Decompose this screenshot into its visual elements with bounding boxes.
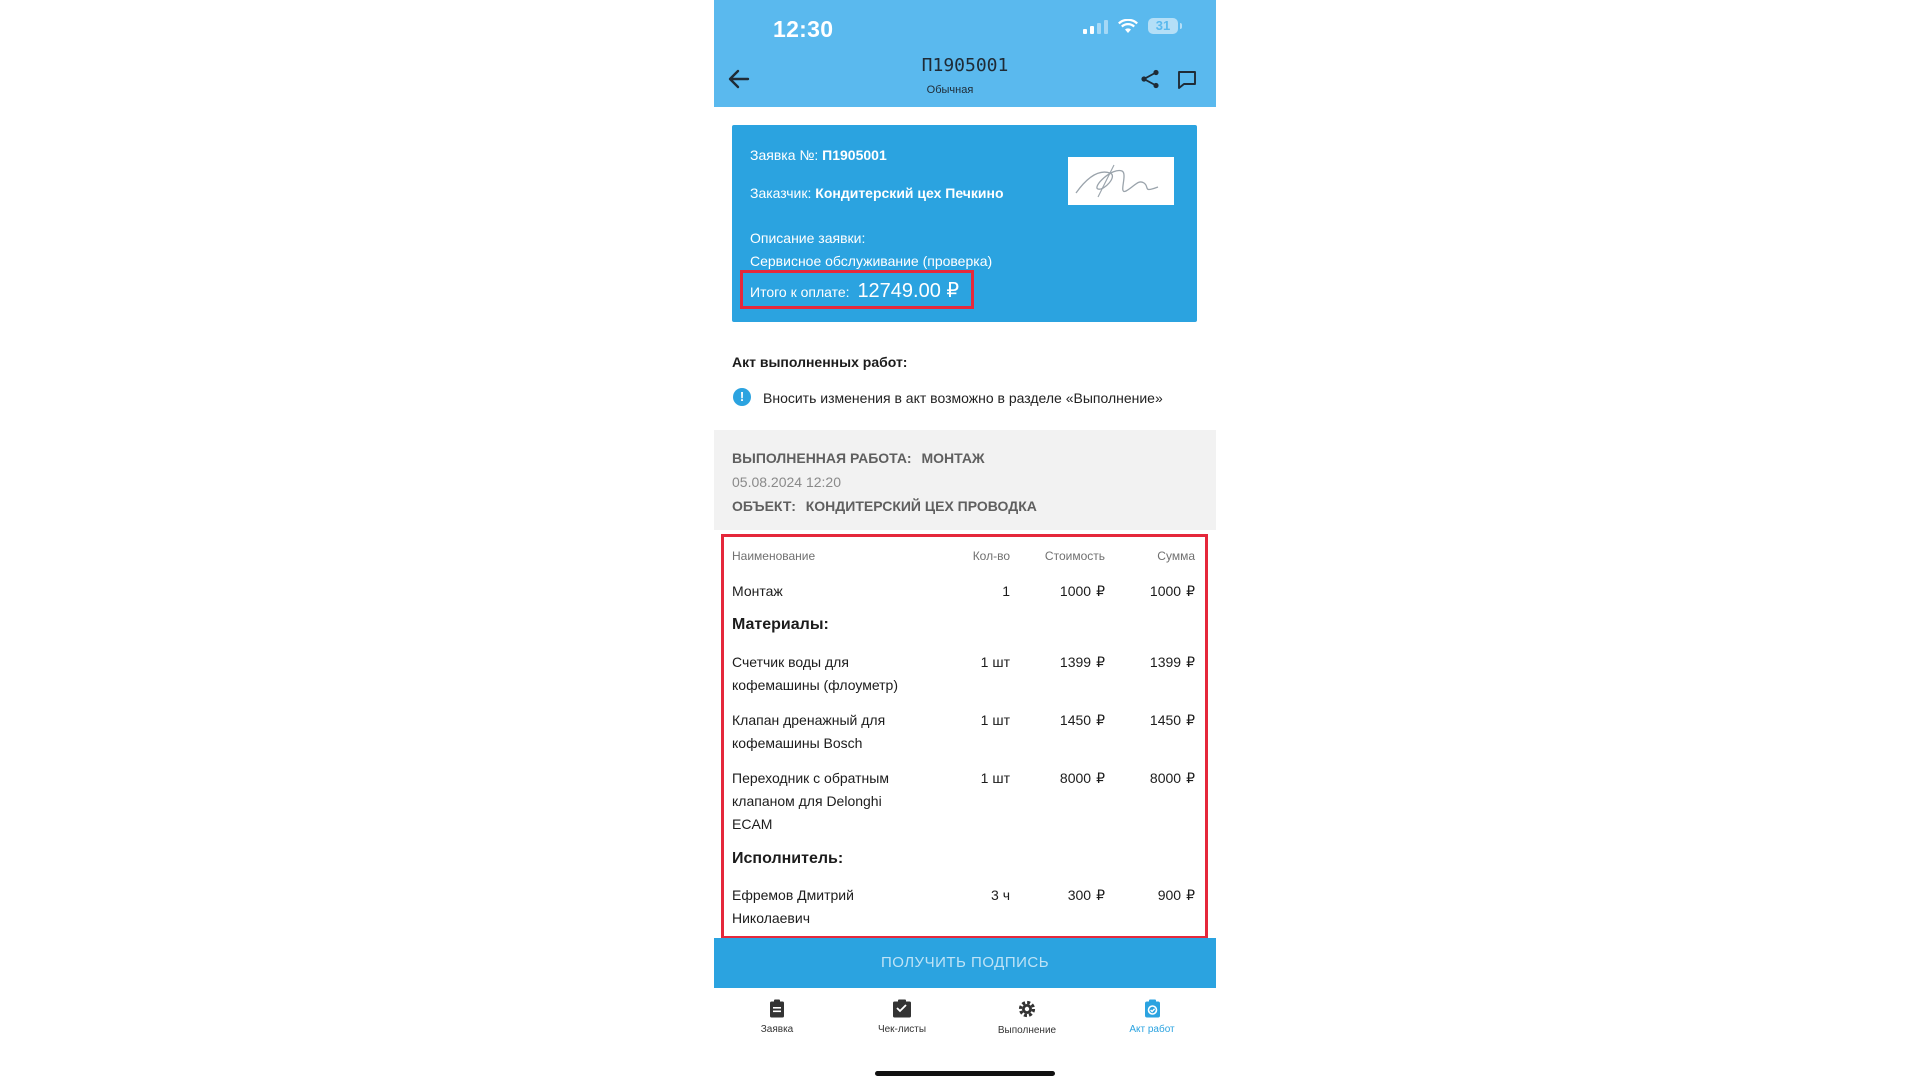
item-sum: 8000 ₽ — [1149, 770, 1195, 786]
cellular-signal-icon — [1083, 18, 1108, 34]
item-sum: 1450 ₽ — [1149, 712, 1195, 728]
customer-label: Заказчик: — [750, 185, 812, 201]
checklist-icon — [892, 999, 912, 1018]
order-number-label: Заявка №: — [750, 147, 819, 163]
item-price: 1000 ₽ — [1059, 583, 1105, 599]
total-label: Итого к оплате: — [750, 284, 850, 300]
item-qty: 3 ч — [991, 887, 1010, 903]
page-title: П1905001 — [921, 55, 1009, 76]
wifi-icon — [1118, 19, 1138, 34]
get-signature-button[interactable]: ПОЛУЧИТЬ ПОДПИСЬ — [714, 938, 1216, 988]
tab-label: Чек-листы — [877, 1024, 927, 1035]
item-sum: 900 ₽ — [1157, 887, 1195, 903]
header-name: Наименование — [732, 549, 816, 563]
tab-work-act[interactable] — [1102, 999, 1202, 1035]
item-name: Клапан дренажный для кофемашины Bosch — [732, 712, 886, 751]
customer-value: Кондитерский цех Печкино — [815, 185, 1004, 201]
executor-heading: Исполнитель: — [732, 850, 844, 867]
item-qty: 1 шт — [980, 654, 1010, 670]
customer-line — [750, 185, 1004, 201]
tab-execution[interactable] — [977, 999, 1077, 1036]
status-icons — [1083, 18, 1178, 34]
item-price: 1450 ₽ — [1059, 712, 1105, 728]
item-price: 8000 ₽ — [1059, 770, 1105, 786]
act-section-title: Акт выполненных работ: — [732, 354, 908, 370]
order-info-card — [732, 125, 1197, 322]
info-icon: ! — [733, 388, 751, 406]
item-qty: 1 шт — [980, 770, 1010, 786]
item-name: Монтаж — [732, 583, 783, 599]
share-icon[interactable] — [1139, 68, 1161, 90]
act-info-text: Вносить изменения в акт возможно в разделе «Выполнение» — [763, 390, 1163, 406]
work-summary — [714, 430, 1216, 530]
work-object-value: КОНДИТЕРСКИЙ ЦЕХ ПРОВОДКА — [805, 498, 1037, 514]
status-time: 12:30 — [773, 16, 834, 42]
total-highlight-frame — [740, 270, 974, 309]
work-object-line — [732, 498, 1037, 514]
phone-screen — [714, 0, 1216, 1080]
work-date: 05.08.2024 12:20 — [732, 474, 841, 490]
work-items-table — [721, 534, 1208, 939]
item-qty: 1 — [1002, 583, 1010, 599]
work-type-value: МОНТАЖ — [921, 450, 985, 466]
page-subtitle: Обычная — [926, 84, 974, 96]
tab-order[interactable] — [727, 999, 827, 1035]
total-value: 12749.00 ₽ — [857, 280, 960, 302]
tab-label: Акт работ — [1129, 1024, 1175, 1035]
item-sum: 1399 ₽ — [1149, 654, 1195, 670]
gear-icon — [1017, 999, 1037, 1019]
description-label: Описание заявки: — [750, 230, 866, 246]
tab-checklists[interactable] — [852, 999, 952, 1035]
description-value: Сервисное обслуживание (проверка) — [750, 253, 993, 269]
battery-icon: 31 — [1148, 18, 1178, 34]
item-name: Переходник с обратным клапаном для Delonghi ECAM — [732, 770, 889, 832]
header-qty: Кол-во — [972, 549, 1010, 563]
order-number-value: П1905001 — [822, 147, 887, 163]
order-number-line — [750, 147, 887, 163]
work-type-line — [732, 450, 985, 466]
chat-icon[interactable] — [1176, 69, 1198, 91]
customer-signature — [1068, 157, 1174, 205]
header-price: Стоимость — [1044, 549, 1105, 563]
item-qty: 1 шт — [980, 712, 1010, 728]
materials-heading: Материалы: — [732, 616, 829, 633]
tab-label: Заявка — [760, 1024, 794, 1035]
item-name: Счетчик воды для кофемашины (флоуметр) — [732, 654, 898, 693]
work-object-label: ОБЪЕКТ: — [732, 498, 796, 514]
bottom-tab-bar — [714, 993, 1216, 1053]
item-sum: 1000 ₽ — [1149, 583, 1195, 599]
home-indicator — [875, 1071, 1055, 1076]
signature-image — [1068, 157, 1174, 205]
item-price: 300 ₽ — [1067, 887, 1105, 903]
act-document-icon — [1144, 999, 1161, 1018]
work-type-label: ВЫПОЛНЕННАЯ РАБОТА: — [732, 450, 912, 466]
executor-name: Ефремов Дмитрий Николаевич — [732, 887, 854, 926]
item-price: 1399 ₽ — [1059, 654, 1105, 670]
clipboard-icon — [769, 999, 785, 1018]
app-header — [714, 0, 1216, 107]
header-sum: Сумма — [1157, 549, 1195, 563]
tab-label: Выполнение — [997, 1025, 1057, 1036]
